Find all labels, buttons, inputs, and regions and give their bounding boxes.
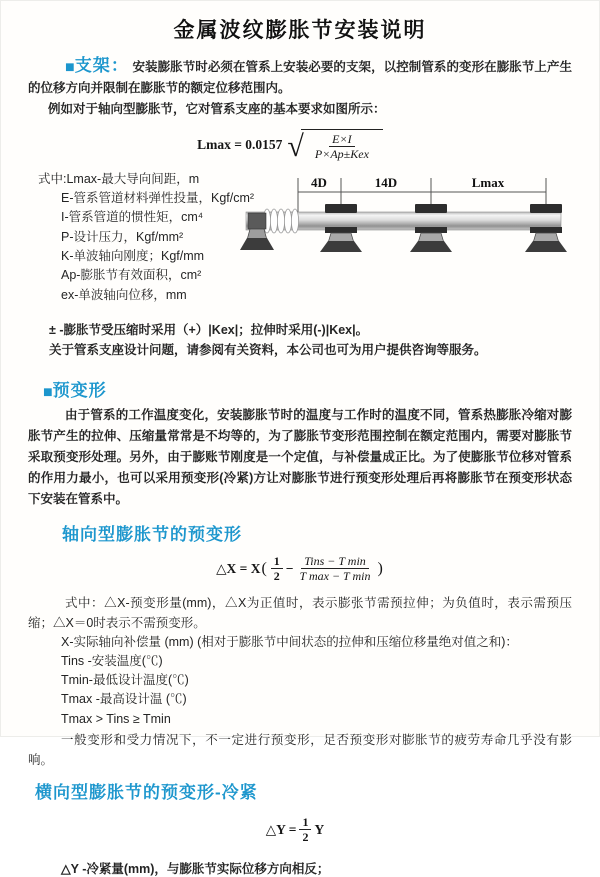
- axial-formula-prefix: △X = X: [216, 560, 261, 576]
- sqrt-radical: [287, 129, 382, 162]
- close-paren: ): [377, 559, 383, 577]
- sqrt-symbol-icon: √: [287, 130, 304, 164]
- section-bullet-icon: ■: [65, 59, 75, 76]
- axial-para2: 一般变形和受力情况下，不一定进行预变形，足否预变形对膨胀节的疲劳寿命几乎没有影响。: [28, 733, 572, 768]
- guide-support-icon: [320, 204, 362, 252]
- dimension-label-lmax: Lmax: [471, 174, 505, 190]
- axial-item: Tmax > Tins ≥ Tmin: [61, 711, 171, 726]
- axial-item: Tins -安装温度(℃): [61, 653, 163, 668]
- lateral-formula: [0, 815, 599, 845]
- definition-item: ex-单波轴向位移，mm: [61, 287, 187, 302]
- definition-item: E-管系管道材料弹性投量，Kgf/cm²: [61, 191, 255, 206]
- section-bullet-icon: ■: [43, 383, 53, 401]
- support-section-heading: 支架：: [74, 56, 129, 75]
- support-example-text: 例如对于轴向型膨胀节，它对管系支座的基本要求如图所示：: [48, 102, 386, 116]
- definitions-and-diagram: [1, 170, 599, 320]
- bellows-icon: [263, 209, 298, 233]
- dimension-label-4d: 4D: [311, 174, 327, 190]
- dimension-label-14d: 14D: [374, 174, 398, 190]
- axial-item: X-实际轴向补偿量 (mm) (相对于膨胀节中间状态的拉伸和压缩位移量绝对值之和)：: [61, 634, 518, 649]
- predeform-section-heading: [43, 376, 599, 402]
- pipe-support-diagram: [244, 172, 596, 272]
- predeform-heading-label: 预变形: [52, 380, 107, 400]
- open-paren: (: [261, 559, 267, 577]
- definition-item: K-单波轴向刚度；Kgf/mm: [61, 248, 205, 263]
- guide-support-icon: [410, 204, 452, 252]
- lmax-formula-numerator: E×I: [329, 132, 354, 147]
- minus-operator: −: [285, 560, 294, 576]
- predeform-paragraph: 由于管系的工作温度变化，安装膨胀节时的温度与工作时的温度不同，管系热膨胀冷缩对膨胀节产生的拉伸、压缩量常常是不均等的，为了膨胀节变形范围控制在额定范围内，需要对膨胀节采取预变形处理。另外，由于膨账节刚度是一个定值，与补偿量成正比。为了使膨胀节位移对管系的作用力最小，也可以采用预变形(冷紧)方让对膨胀节进行预变形处理后再将膨胀节在预变形状态下安装在管系中。: [28, 407, 572, 506]
- axial-frac1-den: 2: [273, 569, 280, 584]
- axial-frac1-num: 1: [271, 554, 283, 569]
- support-intro-text: 安装膨胀节时必须在管系上安装必要的支架，以控制管系的变形在膨胀节上产生的位移方向并限制在膨胀节的额定位移范围内。: [28, 60, 572, 95]
- axial-subheading: 轴向型膨胀节的预变形: [62, 524, 242, 544]
- axial-para1: 式中：△X-预变形量(mm)，△X为正值时，表示膨张节需预拉伸；为负值时，表示需预压缩；△X＝0时表示不需预变形。: [28, 595, 572, 630]
- page-title: 金属波纹膨胀节安装说明: [173, 19, 427, 42]
- axial-frac2-num: Tins − T min: [301, 554, 369, 569]
- axial-frac2-den: T max − T min: [299, 569, 371, 584]
- support-section-paragraph: [28, 56, 572, 98]
- axial-item: Tmin-最低设计温度(℃): [61, 673, 189, 688]
- consult-note: 关于管系支座设计问题，请参阅有关资料，本公司也可为用户提供咨询等服务。: [49, 343, 487, 358]
- lateral-formula-suffix: Y: [314, 821, 325, 837]
- lmax-formula-denominator: P×Ap±Kex: [314, 147, 369, 162]
- lateral-note: △Y -冷紧量(mm)，与膨胀节实际位移方向相反；: [61, 861, 330, 876]
- axial-formula: [1, 554, 599, 584]
- lateral-frac-num: 1: [299, 815, 311, 830]
- definition-item: I-管系管道的惯性矩，cm⁴: [61, 210, 204, 225]
- definition-item: P-设计压力，Kgf/mm²: [61, 229, 184, 244]
- lateral-frac-den: 2: [302, 830, 309, 845]
- axial-item: Tmax -最高设计温 (℃): [61, 692, 187, 707]
- lateral-subheading: 横向型膨胀节的预变形-冷紧: [35, 783, 258, 803]
- plusminus-note: ± -膨胀节受压缩时采用（+）|Kex|；拉伸时采用(-)|Kex|。: [49, 322, 369, 337]
- guide-support-icon: [525, 204, 567, 252]
- lmax-formula-lhs: Lmax = 0.0157: [197, 137, 283, 153]
- lateral-formula-prefix: △Y =: [265, 821, 297, 837]
- definitions-lead: 式中:Lmax-最大导向间距，m: [38, 171, 200, 186]
- definition-item: Ap-膨胀节有效面积，cm²: [61, 268, 202, 283]
- lmax-formula: [0, 129, 599, 162]
